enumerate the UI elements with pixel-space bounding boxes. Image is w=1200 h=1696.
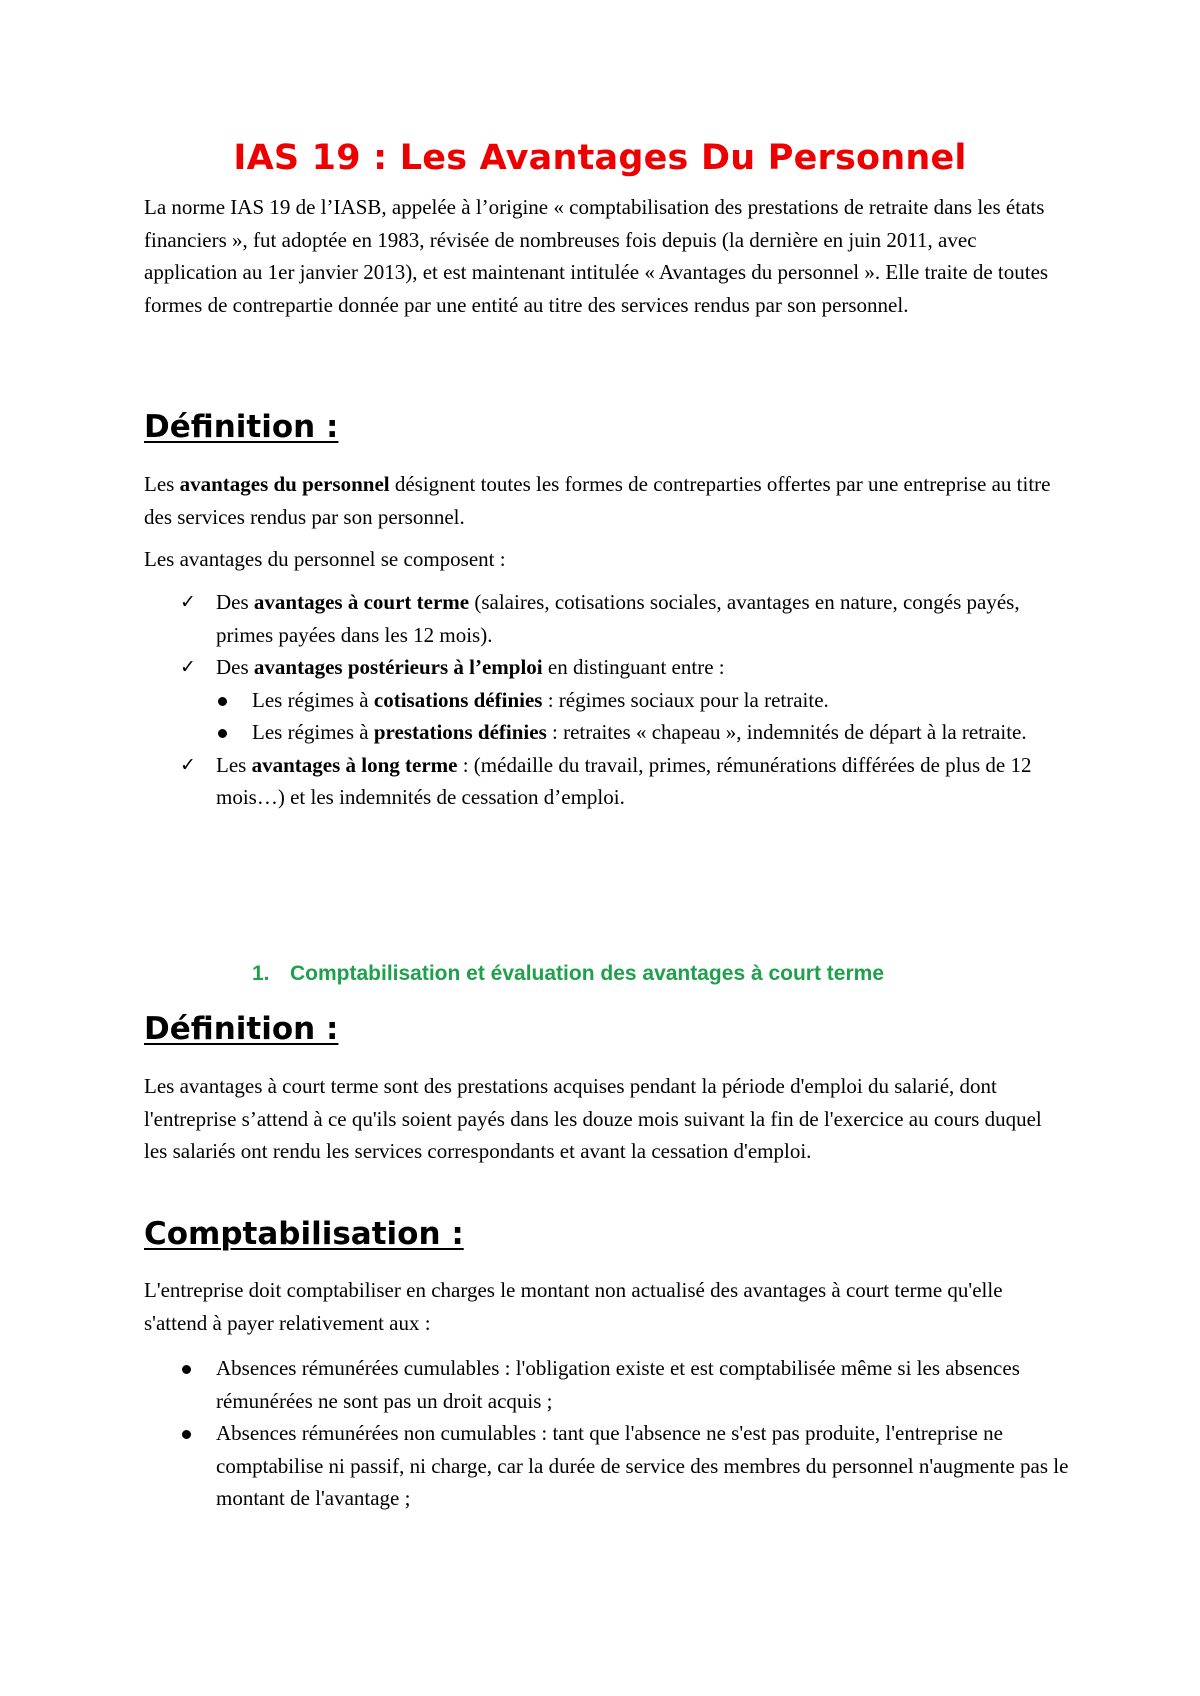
list-item: Absences rémunérées non cumulables : tant que l'absence ne s'est pas produite, l'entreprise ne comptabilise ni passif, ni charge, car la durée de service des membres du personnel n'augmente pas le montant de l'avantage ; <box>180 1417 1080 1515</box>
checkmark-icon: ✓ <box>180 753 196 776</box>
definition-heading-2: Définition : <box>144 1011 339 1047</box>
bullet-icon <box>182 1430 191 1439</box>
page-title: IAS 19 : Les Avantages Du Personnel <box>233 138 967 178</box>
composition-intro: Les avantages du personnel se composent : <box>144 547 506 571</box>
list-item: ✓ Des avantages postérieurs à l’emploi en distinguant entre : Les régimes à cotisations définies : régimes sociaux pour la retraite. Les régimes à prestations définies : retraites « chapeau », indemnités de départ à la retraite. <box>180 651 1080 749</box>
definition-paragraph: Les avantages du personnel désignent toutes les formes de contreparties offertes par une entreprise au titre des services rendus par son personnel. <box>144 472 1051 529</box>
bullet-icon <box>218 697 227 706</box>
list-item: Les régimes à cotisations définies : régimes sociaux pour la retraite. <box>216 684 1080 717</box>
comptabilisation-paragraph: L'entreprise doit comptabiliser en charges le montant non actualisé des avantages à court terme qu'elle s'attend à payer relativement aux : <box>144 1278 1003 1335</box>
comptabilisation-heading: Comptabilisation : <box>144 1216 464 1252</box>
bullet-icon <box>218 729 227 738</box>
definition-2-paragraph: Les avantages à court terme sont des prestations acquises pendant la période d'emploi du salarié, dont l'entreprise s’attend à ce qu'ils soient payés dans les douze mois suivant la fin de l'exercice au cours duquel les salariés ont rendu les services correspondants et avant la cessation d'emploi. <box>144 1074 1042 1163</box>
advantages-checklist <box>180 586 1080 814</box>
definition-heading: Définition : <box>144 409 339 445</box>
section-title: Comptabilisation et évaluation des avantages à court terme <box>290 962 884 985</box>
bullet-icon <box>182 1365 191 1374</box>
list-item: ✓ Des avantages à court terme (salaires, cotisations sociales, avantages en nature, congés payés, primes payées dans les 12 mois). <box>180 586 1080 651</box>
list-item: Les régimes à prestations définies : retraites « chapeau », indemnités de départ à la retraite. <box>216 716 1080 749</box>
absences-list <box>180 1352 1080 1515</box>
intro-paragraph: La norme IAS 19 de l’IASB, appelée à l’origine « comptabilisation des prestations de retraite dans les états financiers », fut adoptée en 1983, révisée de nombreuses fois depuis (la dernière en juin 2011, avec application au 1er janvier 2013), et est maintenant intitulée « Avantages du personnel ». Elle traite de toutes formes de contrepartie donnée par une entité au titre des services rendus par son personnel. <box>144 195 1049 317</box>
regimes-sublist <box>216 684 1080 749</box>
checkmark-icon: ✓ <box>180 656 196 678</box>
checkmark-icon: ✓ <box>180 591 196 613</box>
section-number: 1. <box>252 962 270 985</box>
list-item: Absences rémunérées cumulables : l'obligation existe et est comptabilisée même si les absences rémunérées ne sont pas un droit acquis ; <box>180 1352 1080 1417</box>
list-item: ✓ Les avantages à long terme : (médaille du travail, primes, rémunérations différées de plus de 12 mois…) et les indemnités de cessation d’emploi. <box>180 749 1080 814</box>
